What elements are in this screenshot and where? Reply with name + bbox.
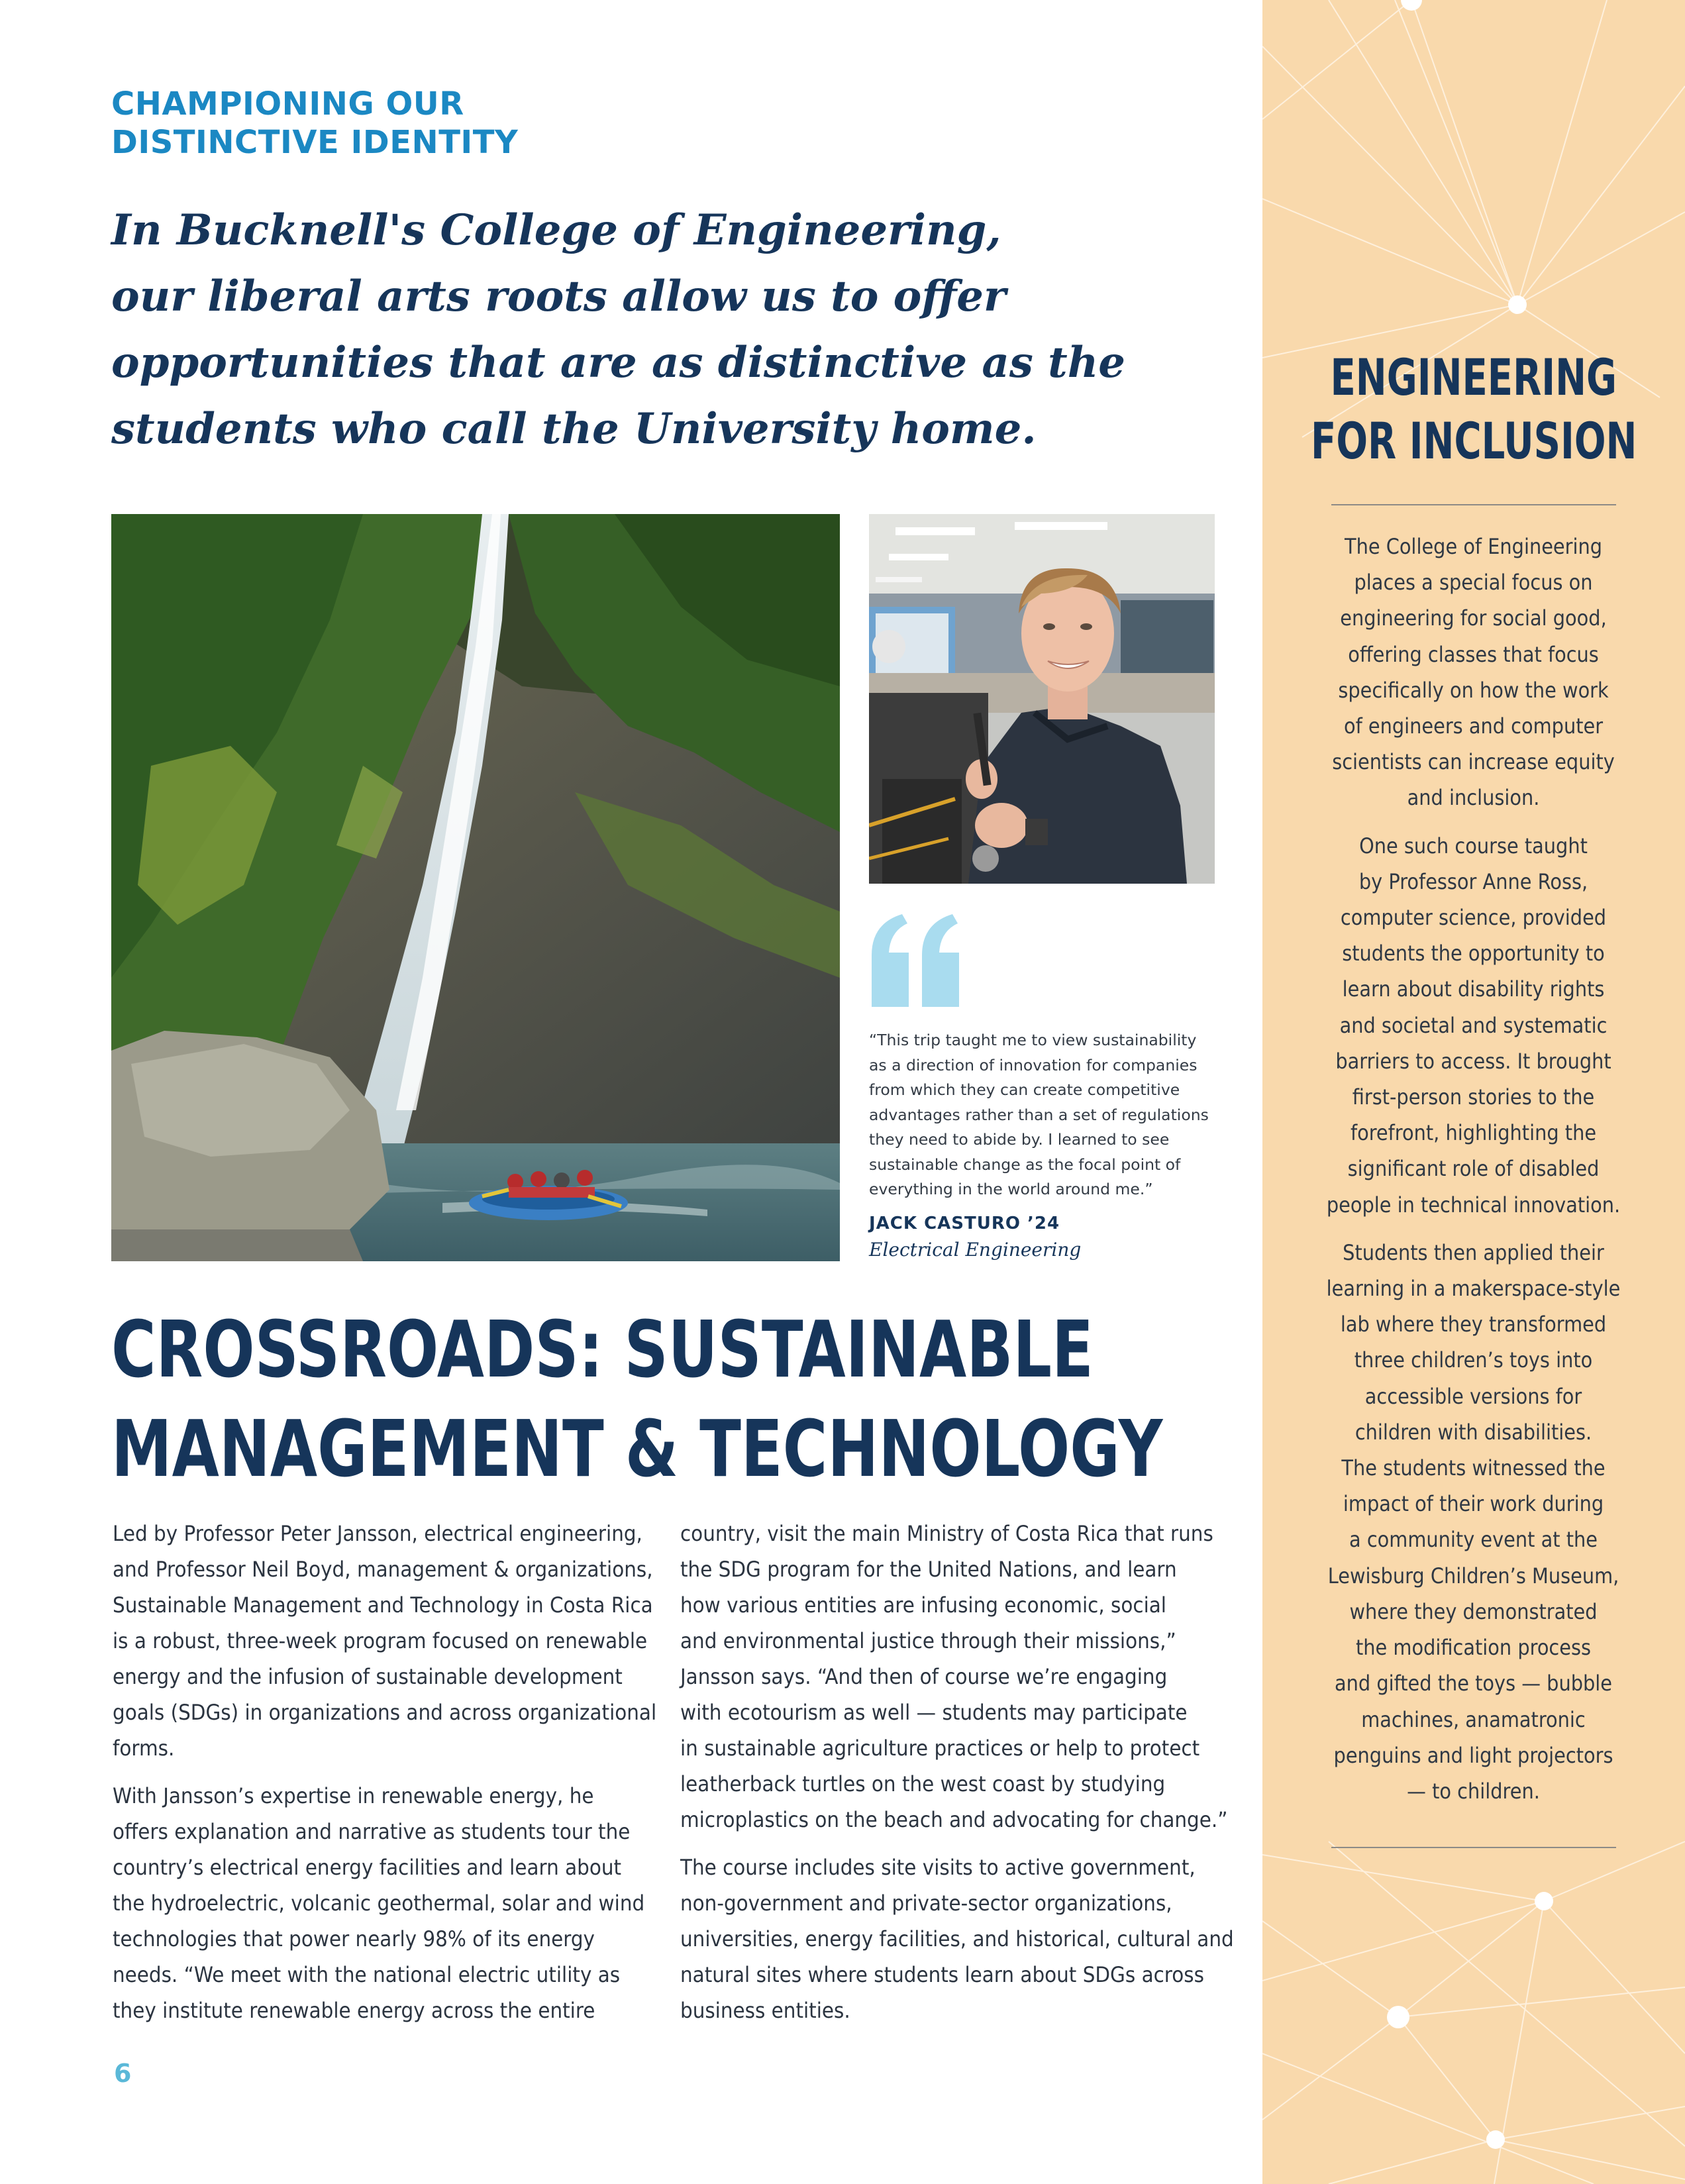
eyebrow-line-2: DISTINCTIVE IDENTITY (111, 124, 519, 161)
body-line: is a robust, three-week program focused on renewable (113, 1628, 648, 1653)
sidebar-line: specifically on how the work (1338, 677, 1609, 703)
sidebar-line: the modification process (1356, 1635, 1592, 1661)
pull-quote-line: as a direction of innovation for companies (869, 1055, 1198, 1074)
intro-line: opportunities that are as distinctive as the (111, 338, 1125, 388)
sidebar-line: students the opportunity to (1342, 941, 1606, 966)
body-line: and environmental justice through their missions,” (680, 1628, 1176, 1653)
body-line: Led by Professor Peter Jansson, electrical engineering, (113, 1521, 642, 1546)
body-line: they institute renewable energy across the entire (113, 1998, 595, 2023)
sidebar-line: — to children. (1407, 1778, 1541, 1804)
sidebar-line: learn about disability rights (1343, 976, 1605, 1002)
sidebar-line: lab where they transformed (1341, 1312, 1607, 1337)
page-number: 6 (114, 2059, 132, 2088)
sidebar-line: first-person stories to the (1353, 1084, 1595, 1110)
sidebar-title (1262, 346, 1685, 473)
pull-quote-line: sustainable change as the focal point of (869, 1155, 1181, 1174)
sidebar-line: machines, anamatronic (1361, 1706, 1586, 1732)
body-line: microplastics on the beach and advocating for change.” (680, 1807, 1228, 1832)
sidebar-line: Students then applied their (1343, 1239, 1605, 1265)
sidebar-line: by Professor Anne Ross, (1359, 868, 1588, 894)
article-headline (111, 1300, 1459, 1498)
body-line: with ecotourism as well — students may participate (680, 1700, 1188, 1725)
waterfall-rafting-photo (111, 514, 840, 1261)
sidebar-line: where they demonstrated (1349, 1598, 1598, 1624)
sidebar-line: three children’s toys into (1354, 1347, 1593, 1373)
body-line: natural sites where students learn about SDGs across (680, 1962, 1204, 1987)
body-line: in sustainable agriculture practices or help to protect (680, 1736, 1200, 1761)
headline-line-1: CROSSROADS: SUSTAINABLE (111, 1304, 1094, 1395)
sidebar-line: and inclusion. (1407, 785, 1540, 811)
section-eyebrow (111, 85, 518, 162)
sidebar-line: learning in a makerspace-style (1327, 1276, 1621, 1302)
sidebar-line: The College of Engineering (1345, 534, 1603, 559)
body-line: needs. “We meet with the national electric utility as (113, 1962, 621, 1987)
sidebar-line: significant role of disabled (1348, 1156, 1600, 1182)
body-line: business entities. (680, 1998, 850, 2023)
sidebar-line: children with disabilities. (1355, 1419, 1592, 1445)
pull-quote-line: advantages rather than a set of regulations (869, 1105, 1209, 1124)
sidebar-line: penguins and light projectors (1334, 1742, 1613, 1768)
body-line: universities, energy facilities, and historical, cultural and (680, 1926, 1234, 1951)
body-line: the SDG program for the United Nations, and learn (680, 1557, 1177, 1582)
quote-attribution-role: Electrical Engineering (869, 1239, 1082, 1261)
sidebar-title-line-2: FOR INCLUSION (1310, 411, 1637, 470)
sidebar-line: people in technical innovation. (1327, 1192, 1621, 1218)
sidebar-line: a community event at the (1349, 1527, 1598, 1553)
sidebar-line: The students witnessed the (1341, 1455, 1606, 1481)
pull-quote-line: “This trip taught me to view sustainability (869, 1031, 1197, 1049)
sidebar-line: One such course taught (1359, 833, 1588, 858)
eyebrow-line-1: CHAMPIONING OUR (111, 85, 464, 123)
body-line: Jansson says. “And then of course we’re engaging (680, 1664, 1168, 1689)
body-line: how various entities are infusing economic, social (680, 1592, 1166, 1618)
sidebar-line: places a special focus on (1354, 570, 1593, 596)
sidebar-line: of engineers and computer (1344, 713, 1604, 739)
pull-quote (869, 1028, 1213, 1202)
sidebar-divider-bottom (1331, 1847, 1616, 1848)
sidebar-line: and societal and systematic (1340, 1012, 1608, 1038)
body-line: Sustainable Management and Technology in Costa Rica (113, 1592, 653, 1618)
body-line: country’s electrical energy facilities and learn about (113, 1855, 622, 1880)
pull-quote-line: everything in the world around me.” (869, 1180, 1153, 1198)
body-line: forms. (113, 1736, 175, 1761)
sidebar-line: Lewisburg Children’s Museum, (1328, 1563, 1619, 1588)
student-portrait-photo (869, 514, 1215, 884)
pull-quote-line: they need to abide by. I learned to see (869, 1130, 1170, 1149)
body-line: technologies that power nearly 98% of its energy (113, 1926, 595, 1951)
sidebar-line: scientists can increase equity (1332, 749, 1615, 775)
body-line: offers explanation and narrative as students tour the (113, 1819, 631, 1844)
sidebar-title-line-1: ENGINEERING (1330, 348, 1617, 407)
intro-line: In Bucknell's College of Engineering, (111, 205, 1001, 255)
sidebar-line: accessible versions for (1365, 1383, 1582, 1409)
quote-attribution-name: JACK CASTURO ’24 (869, 1214, 1060, 1233)
headline-line-2: MANAGEMENT & TECHNOLOGY (111, 1403, 1163, 1494)
sidebar-divider-top (1331, 504, 1616, 505)
body-line: energy and the infusion of sustainable development (113, 1664, 623, 1689)
article-body-column-2 (680, 1516, 1234, 2028)
body-line: and Professor Neil Boyd, management & organizations, (113, 1557, 653, 1582)
body-line: the hydroelectric, volcanic geothermal, solar and wind (113, 1891, 645, 1916)
sidebar-line: and gifted the toys — bubble (1335, 1671, 1613, 1696)
body-line: With Jansson’s expertise in renewable energy, he (113, 1783, 594, 1808)
sidebar-line: barriers to access. It brought (1335, 1048, 1612, 1074)
body-line: The course includes site visits to active government, (680, 1855, 1196, 1880)
body-line: goals (SDGs) in organizations and across organizational (113, 1700, 657, 1725)
sidebar-line: offering classes that focus (1348, 641, 1600, 667)
body-line: non-government and private-sector organizations, (680, 1891, 1172, 1916)
sidebar-line: engineering for social good, (1340, 605, 1608, 631)
inclusion-sidebar (1262, 0, 1685, 2184)
body-line: leatherback turtles on the west coast by studying (680, 1771, 1166, 1796)
sidebar-line: forefront, highlighting the (1351, 1120, 1597, 1146)
body-line: country, visit the main Ministry of Costa Rica that runs (680, 1521, 1213, 1546)
intro-line: our liberal arts roots allow us to offer (111, 272, 1006, 321)
article-body-column-1 (113, 1516, 661, 2028)
intro-line: students who call the University home. (111, 404, 1037, 454)
intro-statement (111, 197, 1125, 462)
sidebar-line: computer science, provided (1341, 905, 1607, 931)
sidebar-body (1262, 529, 1685, 1809)
quote-mark-icon (868, 914, 967, 1014)
pull-quote-line: from which they can create competitive (869, 1080, 1180, 1099)
sidebar-line: impact of their work during (1343, 1491, 1604, 1517)
